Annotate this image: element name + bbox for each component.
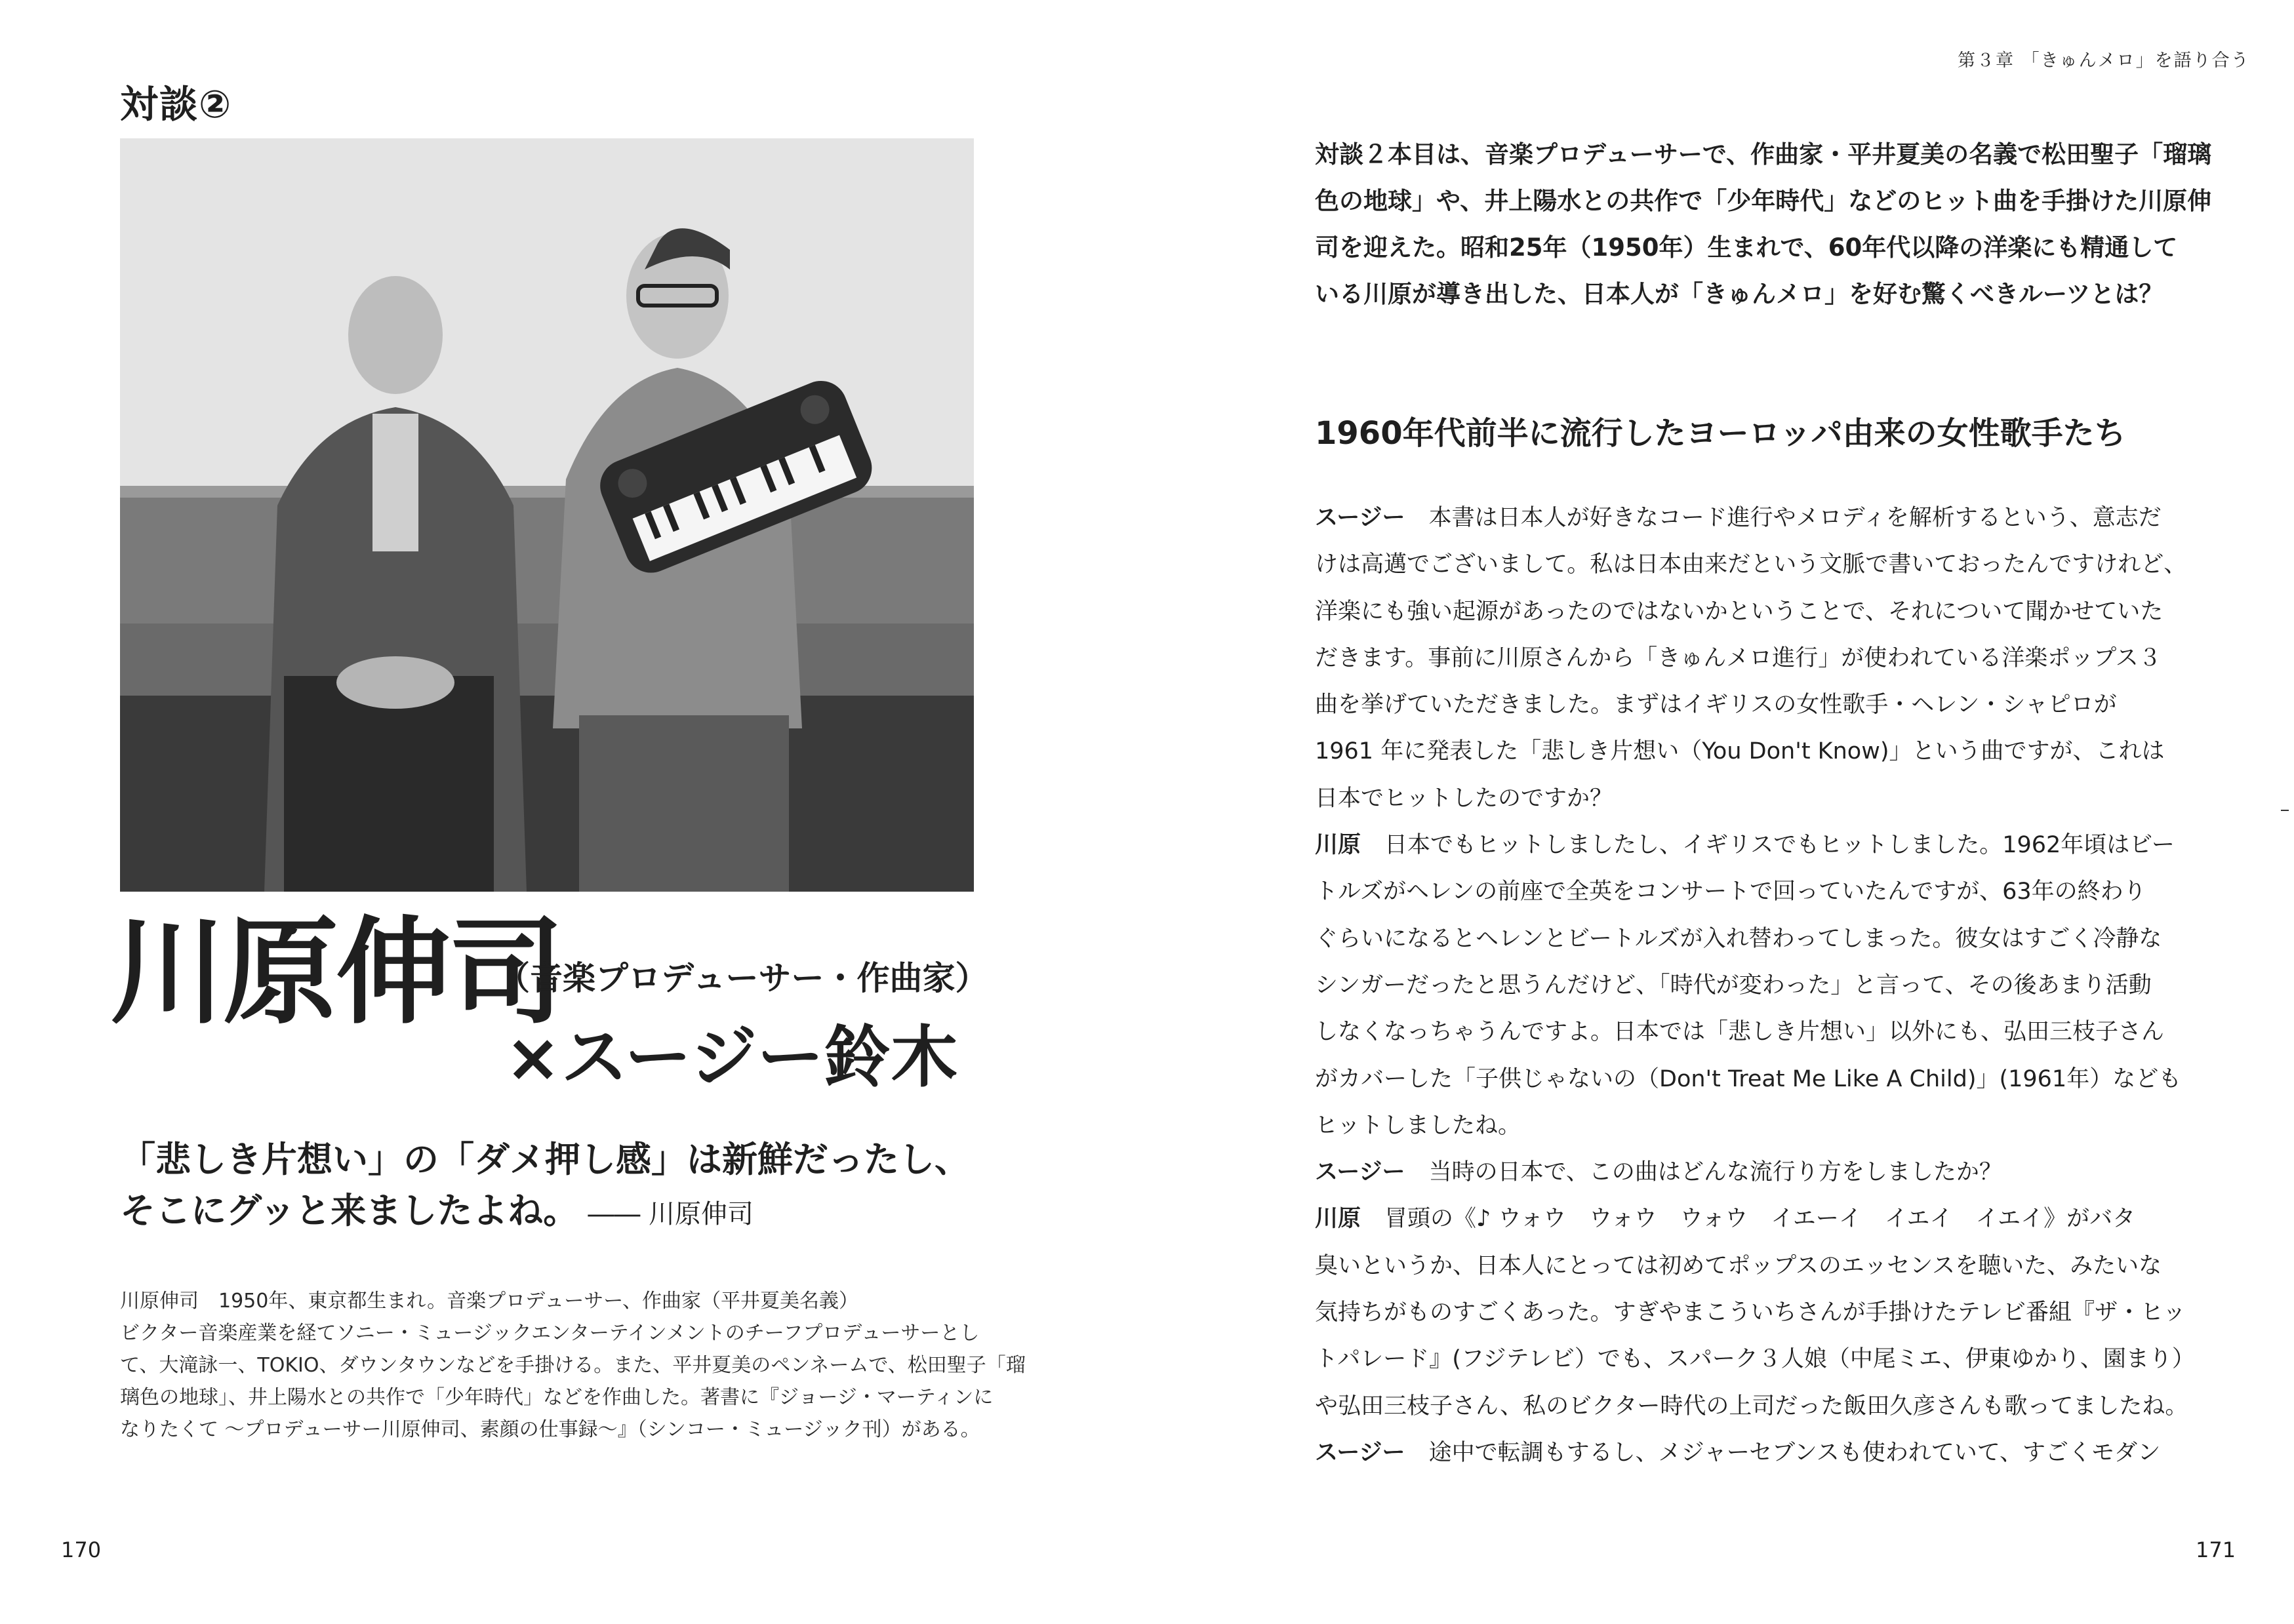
dialogue-text: シンガーだったと思うんだけど、「時代が変わった」と言って、その後あまり活動	[1315, 972, 2152, 999]
dialogue-text: ヒットしましたね。	[1315, 1112, 1521, 1139]
dialogue-line	[1315, 1056, 2184, 1103]
dialogue-text: トパレード』(フジテレビ）でも、スパーク３人娘（中尾ミエ、伊東ゆかり、園まり）	[1315, 1346, 2195, 1373]
lead-line: 色の地球」や、井上陽水との共作で「少年時代」などのヒット曲を手掛けた川原伸	[1315, 187, 2212, 215]
lead-line: 司を迎えた。昭和25年（1950年）生まれで、60年代以降の洋楽にも精通して	[1315, 233, 2178, 262]
photo-illustration	[120, 138, 974, 892]
dialogue-text: 曲を挙げていただきました。まずはイギリスの女性歌手・ヘレン・シャピロが	[1315, 692, 2117, 719]
dialogue-line	[1315, 962, 2184, 1009]
bio-line: なりたくて 〜プロデューサー川原伸司、素顔の仕事録〜』（シンコー・ミュージック刊）がある。	[120, 1418, 980, 1441]
dialogue-line	[1315, 1336, 2195, 1383]
dialogue-text: 日本でもヒットしましたし、イギリスでもヒットしました。1962年頃はビー	[1384, 832, 2175, 859]
bio-line: て、大滝詠一、TOKIO、ダウンタウンなどを手掛ける。また、平井夏美のペンネームで、松田聖子「瑠	[120, 1354, 1026, 1377]
guest-name: 川原伸司	[110, 905, 562, 1040]
speaker-name: 川原	[1315, 832, 1361, 859]
bio-line: ビクター音楽産業を経てソニー・ミュージックエンターテインメントのチーフプロデューサーとし	[120, 1322, 980, 1345]
bio-line: 川原伸司 1950年、東京都生まれ。音楽プロデューサー、作曲家（平井夏美名義）	[120, 1290, 859, 1313]
dialogue-text: トルズがヘレンの前座で全英をコンサートで回っていたんですが、63年の終わり	[1315, 879, 2146, 905]
dialogue-line	[1315, 869, 2184, 915]
speaker-name: スージー	[1315, 1439, 1405, 1466]
dialogue-text: ぐらいになるとヘレンとビートルズが入れ替わってしまった。彼女はすごく冷静な	[1315, 925, 2162, 952]
lead-paragraph	[1315, 131, 2212, 317]
speaker-name: 川原	[1315, 1206, 1361, 1233]
dialogue-text: 1961 年に発表した「悲しき片想い（You Don't Know)」という曲ですが、これは	[1315, 738, 2165, 765]
pull-quote-line-2	[120, 1183, 754, 1233]
dialogue-line	[1315, 1290, 2184, 1336]
section-label: 対談②	[120, 82, 233, 127]
dialogue-line	[1315, 916, 2184, 962]
bio-line: 璃色の地球」、井上陽水との共作で「少年時代」などを作曲した。著書に『ジョージ・マーティンに	[120, 1386, 994, 1409]
dialogue-line	[1315, 776, 2184, 822]
dialogue-text: がカバーした「子供じゃないの（Don't Treat Me Like A Child)」(1961年）なども	[1315, 1065, 2182, 1092]
dialogue-line	[1315, 1149, 2184, 1196]
pull-quote-line-1: 「悲しき片想い」の「ダメ押し感」は新鮮だったし、	[120, 1139, 970, 1180]
pull-quote-attribution: ―― 川原伸司	[588, 1199, 754, 1229]
dialogue-text: 途中で転調もするし、メジャーセブンスも使われていて、すごくモダン	[1428, 1439, 2161, 1466]
dialogue-line	[1315, 1383, 2188, 1430]
dialogue-text: や弘田三枝子さん、私のビクター時代の上司だった飯田久彦さんも歌ってましたね。	[1315, 1393, 2188, 1419]
dialogue-text: 気持ちがものすごくあった。すぎやまこういちさんが手掛けたテレビ番組『ザ・ヒッ	[1315, 1299, 2186, 1326]
dialogue-text: けは高邁でございまして。私は日本由来だという文脈で書いておったんですけれど、	[1315, 551, 2187, 578]
dialogue-line	[1315, 1430, 2184, 1476]
guest-role: （音楽プロデューサー・作曲家）	[497, 959, 988, 997]
dialogue-line	[1315, 1243, 2184, 1290]
dialogue-line	[1315, 728, 2184, 775]
speaker-name: スージー	[1315, 505, 1405, 531]
dialogue-line	[1315, 542, 2187, 588]
page-number-right: 171	[2196, 1537, 2236, 1562]
dialogue-text: だきます。事前に川原さんから「きゅんメロ進行」が使われている洋楽ポップス３	[1315, 644, 2162, 671]
section-heading: 1960年代前半に流行したヨーロッパ由来の女性歌手たち	[1315, 415, 2126, 452]
interview-photo	[120, 138, 974, 892]
lead-line: 対談２本目は、音楽プロデューサーで、作曲家・平井夏美の名義で松田聖子「瑠璃	[1315, 140, 2212, 168]
dialogue-text: 本書は日本人が好きなコード進行やメロディを解析するという、意志だ	[1428, 505, 2162, 531]
dialogue-line	[1315, 1196, 2184, 1242]
dialogue-text: 臭いというか、日本人にとっては初めてポップスのエッセンスを聴いた、みたいな	[1315, 1252, 2162, 1279]
dialogue-line	[1315, 1009, 2184, 1056]
dialogue-line	[1315, 495, 2184, 542]
page-number-left: 170	[61, 1537, 102, 1562]
guest-bio	[120, 1285, 1026, 1446]
dialogue-text: しなくなっちゃうんですよ。日本では「悲しき片想い」以外にも、弘田三枝子さん	[1315, 1019, 2165, 1046]
dialogue-line	[1315, 589, 2184, 635]
dialogue-text: 冒頭の《♪ ウォウ ウォウ ウォウ イエーイ イエイ イエイ》がバタ	[1384, 1206, 2136, 1233]
gutter-mark	[2281, 810, 2289, 811]
dialogue-line	[1315, 1103, 2184, 1149]
dialogue-body	[1315, 495, 2195, 1476]
dialogue-line	[1315, 635, 2184, 682]
host-line: ×スージー鈴木	[505, 1019, 958, 1097]
dialogue-text: 日本でヒットしたのですか？	[1315, 785, 1613, 812]
dialogue-text: 当時の日本で、この曲はどんな流行り方をしましたか？	[1428, 1159, 2002, 1186]
pull-quote-text: そこにグッと来ましたよね。	[120, 1190, 579, 1231]
dialogue-text: 洋楽にも強い起源があったのではないかということで、それについて聞かせていた	[1315, 598, 2163, 625]
lead-line: いる川原が導き出した、日本人が「きゅんメロ」を好む驚くべきルーツとは？	[1315, 280, 2163, 308]
dialogue-line	[1315, 822, 2184, 869]
running-head: 第３章 「きゅんメロ」を語り合う	[1958, 50, 2250, 71]
dialogue-line	[1315, 682, 2184, 728]
speaker-name: スージー	[1315, 1159, 1405, 1186]
